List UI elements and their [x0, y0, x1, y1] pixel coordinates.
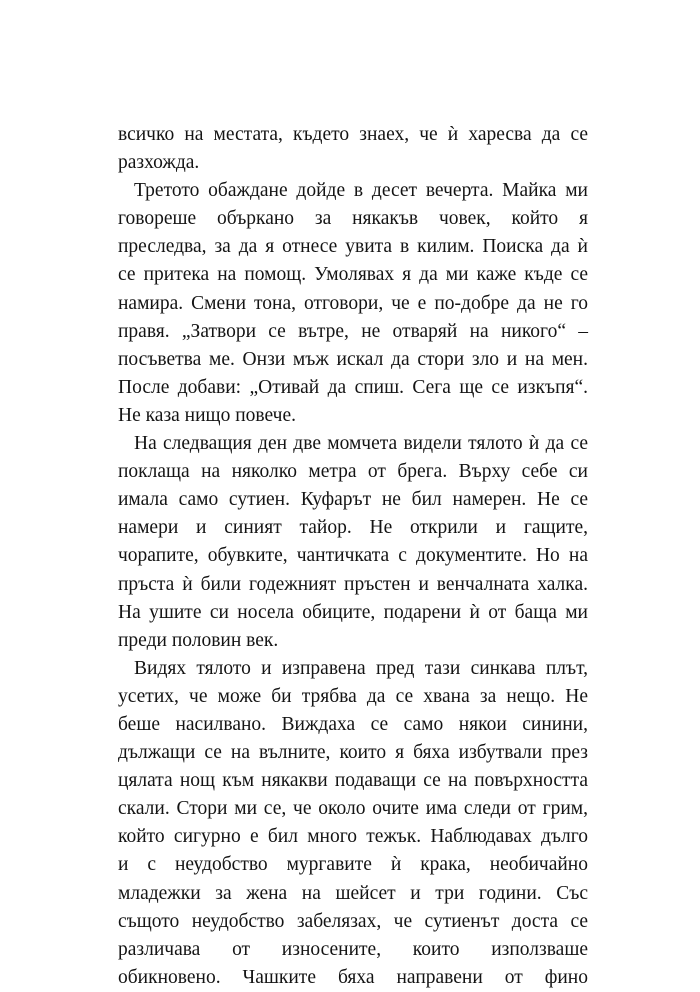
text-line: поклаща на няколко метра от брега. Върху себе си — [118, 461, 588, 483]
text-line: всичко на местата, където знаех, че ѝ харесва да се — [118, 124, 588, 145]
text-line: цялата нощ към някакви подаващи се на повърхността — [118, 770, 588, 792]
paragraph — [118, 177, 588, 430]
text-line: преди половин век. — [118, 629, 279, 651]
text-line: скали. Стори ми се, че около очите има следи от грим, — [118, 798, 588, 820]
text-line: После добави: „Отивай да спиш. Сега ще се изкъпя“. — [118, 376, 588, 398]
text-line: разхожда. — [118, 152, 200, 174]
text-line: чорапите, обувките, чантичката с документите. Но на — [118, 545, 588, 567]
text-line: беше насилвано. Виждаха се само някои синини, — [118, 713, 588, 735]
text-line: дължащи се на вълните, които я бяха избутвали през — [118, 742, 588, 764]
text-line: говореше объркано за някакъв човек, който я — [118, 208, 588, 230]
text-line: младежки за жена на шейсет и три години. Със — [118, 882, 588, 904]
text-line: и с неудобство мургавите ѝ крака, необичайно — [118, 854, 588, 876]
text-line: се притека на помощ. Умолявах я да ми каже къде се — [118, 264, 588, 286]
text-line: същото неудобство забелязах, че сутиенът доста се — [118, 910, 588, 932]
paragraph — [118, 430, 588, 655]
paragraph — [118, 655, 588, 992]
text-line: пръста ѝ били годежният пръстен и венчалната халка. — [118, 573, 588, 595]
text-line: Не каза нищо повече. — [118, 404, 296, 426]
text-line: Видях тялото и изправена пред тази синкава плът, — [134, 657, 588, 679]
text-line: правя. „Затвори се вътре, не отваряй на никого“ – — [118, 320, 588, 342]
text-line: Третото обаждане дойде в десет вечерта. Майка ми — [134, 180, 588, 202]
text-line: намери и синият тайор. Не открили и гащите, — [118, 517, 588, 539]
text-line: усетих, че може би трябва да се хвана за нещо. Не — [118, 685, 588, 707]
text-line: преследва, за да я отнесе увита в килим. Поиска да ѝ — [118, 236, 588, 258]
text-line: На ушите си носела обиците, подарени ѝ от баща ми — [118, 601, 588, 623]
text-line: имала само сутиен. Куфарът не бил намерен. Не се — [118, 489, 588, 511]
text-line: намира. Смени тона, отговори, че е по-добре да не го — [118, 292, 588, 314]
page-text — [118, 121, 588, 992]
text-line: различава от износените, които използваше — [118, 938, 588, 960]
paragraph — [118, 121, 588, 177]
text-line: На следващия ден две момчета видели тялото ѝ да се — [134, 433, 588, 455]
text-line: който сигурно е бил много тежък. Наблюдавах дълго — [118, 826, 588, 848]
text-line: обикновено. Чашките бяха направени от фино — [118, 966, 588, 988]
text-line: посъветва ме. Онзи мъж искал да стори зло и на мен. — [118, 348, 588, 370]
